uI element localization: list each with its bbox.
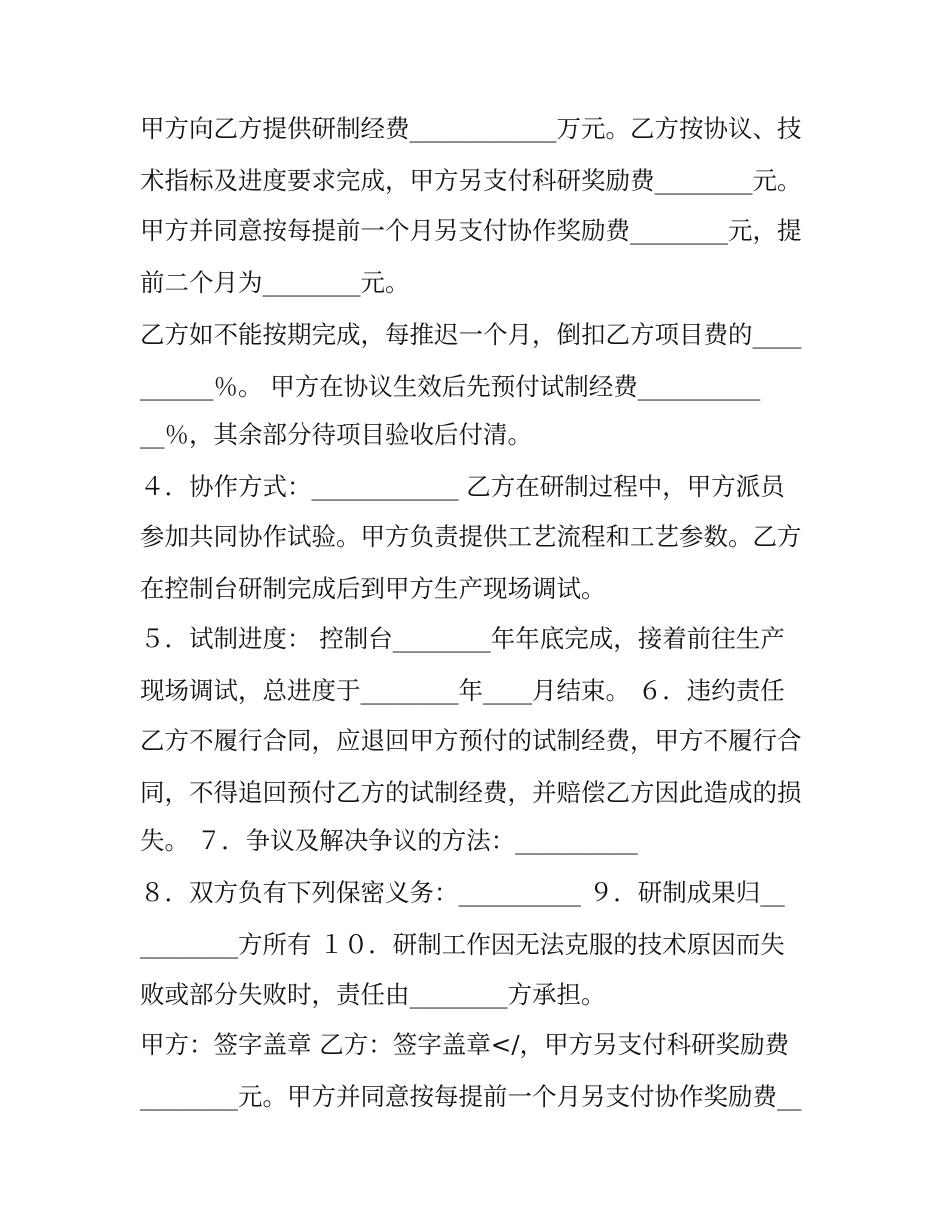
- text-line: 乙方不履行合同，应退回甲方预付的试制经费，甲方不履行合: [140, 726, 802, 755]
- text-line: 甲方向乙方提供研制经费____________万元。乙方按协议、技: [140, 114, 802, 143]
- text-line: 败或部分失败时，责任由________方承担。: [140, 980, 606, 1009]
- text-line: ８．双方负有下列保密义务：__________ ９．研制成果归__: [140, 878, 785, 907]
- text-line: ５．试制进度： 控制台________年年底完成，接着前往生产: [140, 624, 785, 653]
- text-line: 术指标及进度要求完成，甲方另支付科研奖励费________元。: [140, 166, 802, 195]
- text-line: 前二个月为________元。: [140, 268, 410, 297]
- text-line: 失。 ７．争议及解决争议的方法：__________: [140, 826, 638, 855]
- text-line: ________方所有 １０．研制工作因无法克服的技术原因而失: [140, 930, 785, 959]
- text-line: 乙方如不能按期完成，每推迟一个月，倒扣乙方项目费的____: [140, 320, 802, 349]
- text-line: ４．协作方式：____________ 乙方在研制过程中，甲方派员: [140, 472, 785, 501]
- text-line: 同，不得追回预付乙方的试制经费，并赔偿乙方因此造成的损: [140, 778, 802, 807]
- text-line: ______％。 甲方在协议生效后先预付试制经费__________: [140, 372, 761, 401]
- text-line: 在控制台研制完成后到甲方生产现场调试。: [140, 574, 606, 603]
- text-line: 现场调试，总进度于________年____月结束。 ６．违约责任: [140, 676, 785, 705]
- text-line: ________元。甲方并同意按每提前一个月另支付协作奖励费__: [140, 1082, 802, 1111]
- text-line: __％，其余部分待项目验收后付清。: [140, 420, 532, 449]
- text-line: 参加共同协作试验。甲方负责提供工艺流程和工艺参数。乙方: [140, 522, 802, 551]
- text-line: 甲方并同意按每提前一个月另支付协作奖励费________元，提: [140, 216, 802, 245]
- text-line: 甲方：签字盖章 乙方：签字盖章</，甲方另支付科研奖励费: [140, 1030, 790, 1059]
